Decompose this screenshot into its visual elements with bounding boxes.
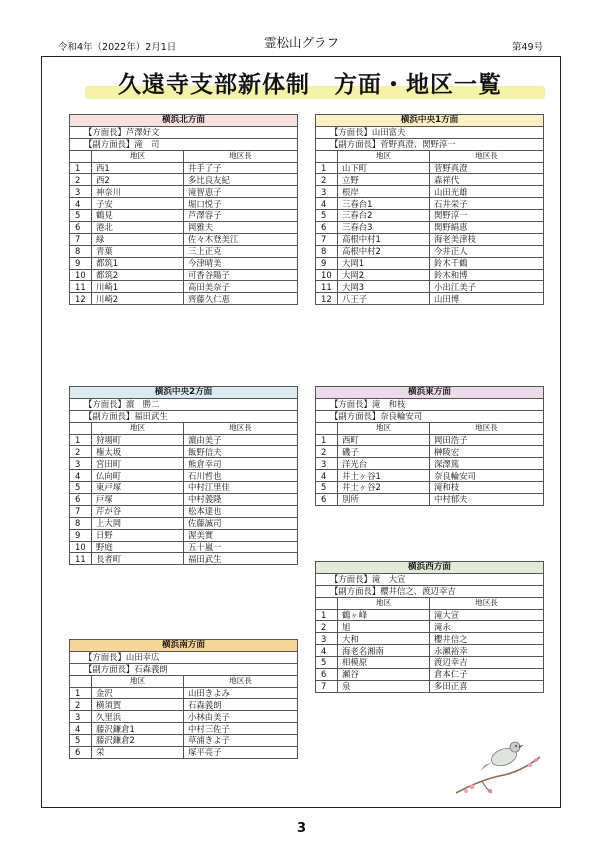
district-name: 旭 (338, 621, 430, 633)
bird-illustration (452, 735, 544, 797)
table-row (70, 162, 298, 174)
district-leader: 福田武生 (184, 553, 298, 565)
district-leader: 海老美津枝 (430, 233, 544, 245)
district-leader: 石井栄子 (430, 198, 544, 210)
district-leader: 中村義隆 (184, 494, 298, 506)
district-name: 根岸 (338, 186, 430, 198)
row-number: 1 (316, 162, 338, 174)
section-deputy: 【副方面長】滝 司 (70, 138, 298, 150)
row-number: 3 (316, 458, 338, 470)
district-leader: 小林由美子 (184, 711, 298, 723)
column-header-district: 地区 (338, 422, 430, 434)
column-header-leader: 地区長 (184, 675, 298, 687)
row-number: 2 (70, 446, 92, 458)
row-number: 7 (70, 233, 92, 245)
column-header-district: 地区 (92, 422, 184, 434)
district-leader: 齊藤久仁恵 (184, 293, 298, 305)
row-number: 9 (70, 529, 92, 541)
district-name: 高根中村1 (338, 233, 430, 245)
column-header-number (316, 597, 338, 609)
row-number: 9 (70, 257, 92, 269)
section-name: 横浜東方面 (316, 387, 544, 399)
district-leader: 塚平亮子 (184, 747, 298, 759)
table-row (70, 186, 298, 198)
table-row (70, 446, 298, 458)
district-leader: 渥美實 (184, 529, 298, 541)
district-name: 井土ヶ谷1 (338, 470, 430, 482)
table-row (316, 458, 544, 470)
district-leader: 松本達也 (184, 505, 298, 517)
column-header-leader: 地区長 (430, 150, 544, 162)
district-leader: 芦澤容子 (184, 210, 298, 222)
district-leader: 渡辺幸吉 (430, 657, 544, 669)
district-leader: 多田正喜 (430, 680, 544, 692)
row-number: 2 (70, 174, 92, 186)
district-leader: 奈良輪安司 (430, 470, 544, 482)
district-name: 三春台3 (338, 222, 430, 234)
district-leader: 中村三佐子 (184, 723, 298, 735)
row-number: 6 (70, 747, 92, 759)
section-table-kita (69, 114, 298, 305)
district-leader: 鈴木和博 (430, 269, 544, 281)
district-leader: 三上正克 (184, 245, 298, 257)
district-name: 川崎1 (92, 281, 184, 293)
table-row (70, 434, 298, 446)
table-row (316, 633, 544, 645)
row-number: 12 (316, 293, 338, 305)
district-leader: 山田きよみ (184, 687, 298, 699)
section-deputy: 【副方面長】福田武生 (70, 410, 298, 422)
district-leader: 飯野信夫 (184, 446, 298, 458)
column-header-number (316, 422, 338, 434)
district-name: 神奈川 (92, 186, 184, 198)
row-number: 3 (70, 458, 92, 470)
table-row (70, 222, 298, 234)
district-leader: 五十嵐一 (184, 541, 298, 553)
district-leader: 榊陵宏 (430, 446, 544, 458)
issue-number: 第49号 (512, 42, 544, 53)
table-row (316, 222, 544, 234)
column-header-number (70, 150, 92, 162)
column-header-district: 地区 (338, 150, 430, 162)
district-name: 大岡2 (338, 269, 430, 281)
district-name: 川崎2 (92, 293, 184, 305)
page-title: 久遠寺支部新体制 方面・地区一覧 (118, 72, 502, 98)
row-number: 4 (70, 198, 92, 210)
district-name: 上大岡 (92, 517, 184, 529)
district-leader: 山田博 (430, 293, 544, 305)
table-row (70, 517, 298, 529)
table-row (316, 174, 544, 186)
table-row (70, 257, 298, 269)
district-leader: 櫻井信之 (430, 633, 544, 645)
district-leader: 熊倉幸司 (184, 458, 298, 470)
district-name: 鶴見 (92, 210, 184, 222)
table-row (316, 162, 544, 174)
district-name: 仏向町 (92, 470, 184, 482)
district-leader: 滝智恵子 (184, 186, 298, 198)
row-number: 5 (70, 735, 92, 747)
table-row (316, 621, 544, 633)
column-header-leader: 地区長 (430, 422, 544, 434)
table-row (316, 680, 544, 692)
column-header-leader: 地区長 (184, 150, 298, 162)
district-leader: 今津晴美 (184, 257, 298, 269)
district-leader: 滝大宣 (430, 609, 544, 621)
column-header-district: 地区 (92, 150, 184, 162)
district-leader: 井手了子 (184, 162, 298, 174)
table-row (70, 687, 298, 699)
district-name: 子安 (92, 198, 184, 210)
district-leader: 高田美奈子 (184, 281, 298, 293)
district-leader: 佐々木登美江 (184, 233, 298, 245)
district-name: 日野 (92, 529, 184, 541)
district-name: 権太坂 (92, 446, 184, 458)
table-row (70, 210, 298, 222)
table-row (70, 281, 298, 293)
district-leader: 草浦きよ子 (184, 735, 298, 747)
section-table-minami (69, 639, 298, 759)
column-header-district: 地区 (92, 675, 184, 687)
district-name: 西1 (92, 162, 184, 174)
table-row (70, 553, 298, 565)
row-number: 7 (70, 505, 92, 517)
district-name: 西町 (338, 434, 430, 446)
district-leader: 中村郁夫 (430, 494, 544, 506)
district-name: 立野 (338, 174, 430, 186)
district-leader: 関野絹恵 (430, 222, 544, 234)
row-number: 2 (316, 174, 338, 186)
district-name: 都筑2 (92, 269, 184, 281)
district-leader: 滝永 (430, 621, 544, 633)
district-leader: 永瀬裕幸 (430, 645, 544, 657)
table-row (316, 494, 544, 506)
district-name: 磯子 (338, 446, 430, 458)
district-name: 八王子 (338, 293, 430, 305)
district-leader: 多比良友紀 (184, 174, 298, 186)
district-name: 都筑1 (92, 257, 184, 269)
row-number: 5 (316, 482, 338, 494)
table-row (316, 645, 544, 657)
district-leader: 小出江美子 (430, 281, 544, 293)
publication-title: 霊松山グラフ (263, 35, 339, 50)
district-leader: 森祥代 (430, 174, 544, 186)
district-leader: 濵由美子 (184, 434, 298, 446)
row-number: 5 (70, 482, 92, 494)
table-row (70, 458, 298, 470)
district-name: 金沢 (92, 687, 184, 699)
table-row (70, 198, 298, 210)
section-leader: 【方面長】滝 大宣 (316, 573, 544, 585)
table-row (316, 257, 544, 269)
section-deputy: 【副方面長】石森義朗 (70, 663, 298, 675)
row-number: 10 (70, 269, 92, 281)
table-row (316, 245, 544, 257)
district-name: 高根中村2 (338, 245, 430, 257)
table-row (316, 293, 544, 305)
district-leader: 山田光雄 (430, 186, 544, 198)
issue-date: 令和4年（2022年）2月1日 (58, 42, 177, 53)
column-header-number (70, 675, 92, 687)
row-number: 1 (70, 434, 92, 446)
district-name: 井土ヶ谷2 (338, 482, 430, 494)
district-name: 三春台1 (338, 198, 430, 210)
section-name: 横浜中央1方面 (316, 115, 544, 127)
district-name: 泉 (338, 680, 430, 692)
district-name: 大和 (338, 633, 430, 645)
district-leader: 滝和枝 (430, 482, 544, 494)
section-name: 横浜中央2方面 (70, 387, 298, 399)
table-row (70, 711, 298, 723)
table-row (70, 470, 298, 482)
row-number: 10 (316, 269, 338, 281)
district-leader: 佐藤誠司 (184, 517, 298, 529)
district-name: 別所 (338, 494, 430, 506)
section-leader: 【方面長】山田幸広 (70, 651, 298, 663)
section-leader: 【方面長】山田富夫 (316, 126, 544, 138)
district-name: 栄 (92, 747, 184, 759)
table-row (70, 723, 298, 735)
district-name: 相模原 (338, 657, 430, 669)
district-name: 大岡1 (338, 257, 430, 269)
district-name: 洋光台 (338, 458, 430, 470)
district-name: 藤沢鎌倉2 (92, 735, 184, 747)
table-row (70, 747, 298, 759)
district-name: 青葉 (92, 245, 184, 257)
district-leader: 石川哲也 (184, 470, 298, 482)
section-leader: 【方面長】滝 和枝 (316, 398, 544, 410)
section-table-chuo1 (315, 114, 544, 305)
district-name: 長者町 (92, 553, 184, 565)
table-row (316, 434, 544, 446)
district-leader: 鈴木千鶴 (430, 257, 544, 269)
district-leader: 菅野真澄 (430, 162, 544, 174)
table-row (316, 446, 544, 458)
table-row (316, 198, 544, 210)
row-number: 4 (316, 198, 338, 210)
row-number: 6 (70, 494, 92, 506)
row-number: 5 (316, 657, 338, 669)
table-row (70, 293, 298, 305)
district-name: 海老名湘南 (338, 645, 430, 657)
row-number: 11 (70, 281, 92, 293)
table-row (316, 269, 544, 281)
section-leader: 【方面長】濵 勝二 (70, 398, 298, 410)
district-name: 山下町 (338, 162, 430, 174)
page-number: 3 (296, 821, 307, 836)
district-name: 東戸塚 (92, 482, 184, 494)
section-name: 横浜北方面 (70, 115, 298, 127)
row-number: 1 (316, 609, 338, 621)
district-leader: 倉本仁子 (430, 669, 544, 681)
row-number: 5 (70, 210, 92, 222)
section-name: 横浜南方面 (70, 640, 298, 652)
district-name: 港北 (92, 222, 184, 234)
section-deputy: 【副方面長】奈良輪安司 (316, 410, 544, 422)
row-number: 11 (316, 281, 338, 293)
row-number: 4 (316, 470, 338, 482)
table-row (70, 174, 298, 186)
row-number: 4 (70, 470, 92, 482)
row-number: 4 (316, 645, 338, 657)
column-header-leader: 地区長 (184, 422, 298, 434)
district-name: 西2 (92, 174, 184, 186)
row-number: 3 (70, 711, 92, 723)
table-row (316, 281, 544, 293)
district-name: 久里浜 (92, 711, 184, 723)
table-row (70, 529, 298, 541)
district-leader: 深澤篤 (430, 458, 544, 470)
table-row (70, 505, 298, 517)
district-name: 狩場町 (92, 434, 184, 446)
table-row (70, 482, 298, 494)
row-number: 6 (316, 222, 338, 234)
row-number: 3 (316, 633, 338, 645)
table-row (316, 470, 544, 482)
row-number: 8 (316, 245, 338, 257)
district-name: 藤沢鎌倉1 (92, 723, 184, 735)
row-number: 3 (316, 186, 338, 198)
table-row (316, 669, 544, 681)
district-name: 宮田町 (92, 458, 184, 470)
district-leader: 岡田浩子 (430, 434, 544, 446)
district-leader: 関野淳一 (430, 210, 544, 222)
section-table-higashi (315, 386, 544, 506)
row-number: 9 (316, 257, 338, 269)
district-leader: 今井正人 (430, 245, 544, 257)
section-deputy: 【副方面長】菅野真澄、関野淳一 (316, 138, 544, 150)
district-name: 三春台2 (338, 210, 430, 222)
table-row (70, 233, 298, 245)
row-number: 7 (316, 233, 338, 245)
row-number: 2 (316, 446, 338, 458)
row-number: 1 (70, 687, 92, 699)
district-name: 横須賀 (92, 699, 184, 711)
district-name: 緑 (92, 233, 184, 245)
row-number: 10 (70, 541, 92, 553)
row-number: 2 (316, 621, 338, 633)
row-number: 8 (70, 517, 92, 529)
district-leader: 中村江里佳 (184, 482, 298, 494)
row-number: 8 (70, 245, 92, 257)
section-name: 横浜西方面 (316, 562, 544, 574)
section-deputy: 【副方面長】櫻井信之、渡辺幸吉 (316, 585, 544, 597)
row-number: 6 (70, 222, 92, 234)
section-table-nishi (315, 561, 544, 693)
row-number: 4 (70, 723, 92, 735)
district-leader: 石森義朗 (184, 699, 298, 711)
table-row (70, 735, 298, 747)
section-table-chuo2 (69, 386, 298, 565)
district-name: 鶴ヶ峰 (338, 609, 430, 621)
district-leader: 堀口悦子 (184, 198, 298, 210)
row-number: 11 (70, 553, 92, 565)
table-row (316, 186, 544, 198)
row-number: 6 (316, 669, 338, 681)
column-header-district: 地区 (338, 597, 430, 609)
table-row (316, 210, 544, 222)
table-row (316, 233, 544, 245)
row-number: 12 (70, 293, 92, 305)
row-number: 5 (316, 210, 338, 222)
table-row (316, 609, 544, 621)
district-name: 野庭 (92, 541, 184, 553)
district-name: 戸塚 (92, 494, 184, 506)
row-number: 7 (316, 680, 338, 692)
table-row (316, 482, 544, 494)
table-row (70, 699, 298, 711)
table-row (70, 541, 298, 553)
table-row (70, 269, 298, 281)
district-name: 瀬谷 (338, 669, 430, 681)
row-number: 6 (316, 494, 338, 506)
column-header-leader: 地区長 (430, 597, 544, 609)
column-header-number (70, 422, 92, 434)
district-leader: 可香谷陽子 (184, 269, 298, 281)
section-leader: 【方面長】芦澤好文 (70, 126, 298, 138)
table-row (70, 245, 298, 257)
row-number: 1 (316, 434, 338, 446)
table-row (316, 657, 544, 669)
row-number: 1 (70, 162, 92, 174)
column-header-number (316, 150, 338, 162)
district-name: 芹が谷 (92, 505, 184, 517)
district-leader: 岡雅夫 (184, 222, 298, 234)
table-row (70, 494, 298, 506)
row-number: 2 (70, 699, 92, 711)
row-number: 3 (70, 186, 92, 198)
district-name: 大岡3 (338, 281, 430, 293)
